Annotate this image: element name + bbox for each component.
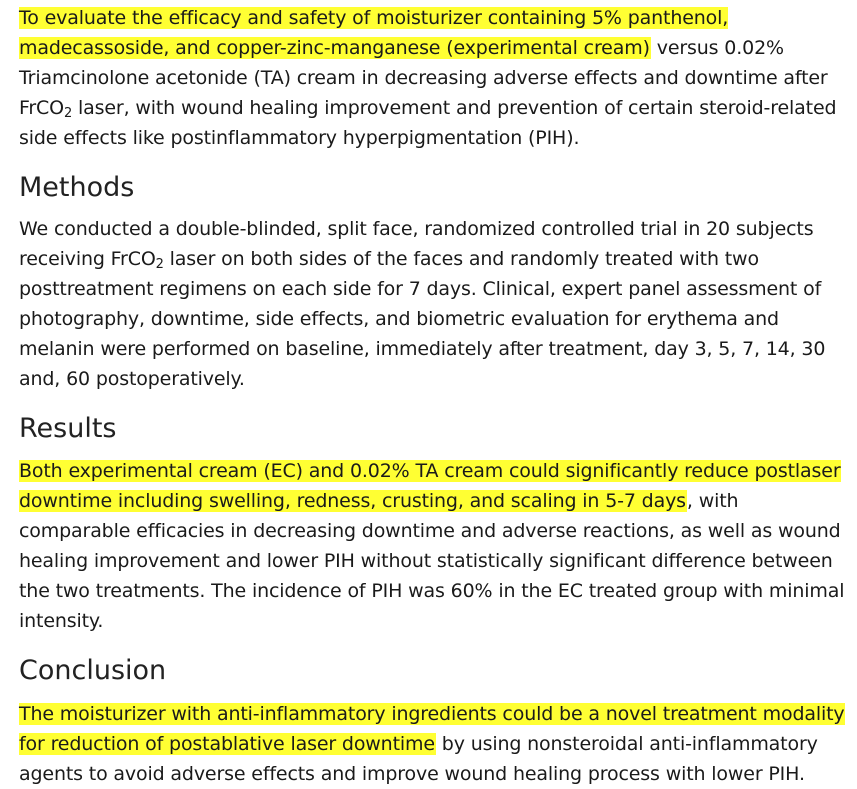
results-paragraph bbox=[19, 456, 855, 636]
objective-text-2: laser, with wound healing improvement and prevention of certain steroid-related side effects like postinflammatory hyperpigmentation (PIH). bbox=[19, 97, 837, 149]
objective-highlight: To evaluate the efficacy and safety of moisturizer containing 5% panthenol, madecassoside, and copper-zinc-manganese (experimental cream) bbox=[19, 7, 729, 59]
objective-text-1: versus 0.02% Triamcinolone acetonide (TA) cream in decreasing adverse effects and downtime after FrCO bbox=[19, 37, 828, 119]
abstract bbox=[19, 3, 855, 789]
conclusion-highlight: The moisturizer with anti-inflammatory ingredients could be a novel treatment modality for reduction of postablative laser downtime bbox=[19, 703, 845, 755]
methods-text-1: We conducted a double-blinded, split face, randomized controlled trial in 20 subjects receiving FrCO bbox=[19, 218, 814, 270]
conclusion-text: by using nonsteroidal anti-inflammatory agents to avoid adverse effects and improve wound healing process with lower PIH. bbox=[19, 733, 818, 785]
methods-heading: Methods bbox=[19, 172, 135, 203]
results-highlight: Both experimental cream (EC) and 0.02% TA cream could significantly reduce postlaser downtime including swelling, redness, crusting, and scaling in 5-7 days bbox=[19, 460, 841, 512]
results-text: , with comparable efficacies in decreasing downtime and adverse reactions, as well as wound healing improvement and lower PIH without statistically significant difference between the two treatments. The incidence of PIH was 60% in the EC treated group with minimal intensity. bbox=[19, 490, 845, 632]
methods-paragraph bbox=[19, 214, 855, 394]
conclusion-heading: Conclusion bbox=[19, 655, 167, 686]
methods-text-2: laser on both sides of the faces and randomly treated with two posttreatment regimens on each side for 7 days. Clinical, expert panel assessment of photography, downtime, side effects, and biometric evaluation for erythema and melanin were performed on baseline, immediately after treatment, day 3, 5, 7, 14, 30 and, 60 postoperatively. bbox=[19, 248, 826, 390]
results-heading: Results bbox=[19, 413, 117, 444]
conclusion-paragraph bbox=[19, 699, 855, 789]
objective-paragraph bbox=[19, 3, 855, 153]
objective-subscript: 2 bbox=[63, 106, 73, 121]
methods-subscript: 2 bbox=[155, 257, 164, 272]
